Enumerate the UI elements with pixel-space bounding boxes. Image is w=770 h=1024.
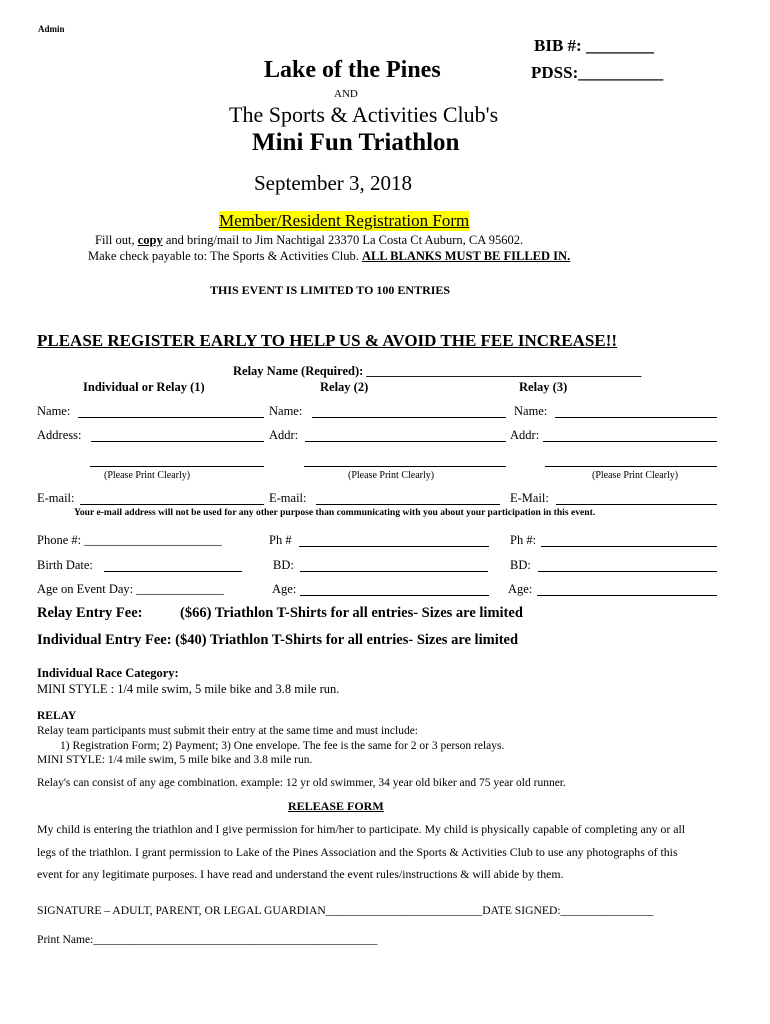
- print-note-3: (Please Print Clearly): [592, 470, 679, 481]
- phone-label-2: Ph #: [269, 533, 292, 547]
- birthdate-label-3: BD:: [510, 558, 531, 572]
- event-date: September 3, 2018: [254, 171, 413, 195]
- address-input-3[interactable]: [543, 441, 717, 442]
- age-label-2: Age:: [272, 582, 297, 596]
- bib-field[interactable]: BIB #: ________: [534, 36, 654, 55]
- email-privacy-note: Your e-mail address will not be used for any other purpose than communicating with you about your participation in this event.: [74, 507, 596, 518]
- instr-mail: and bring/mail to Jim Nachtigal 23370 La Costa Ct Auburn, CA 95602.: [162, 233, 524, 247]
- name-label-2: Name:: [269, 404, 303, 418]
- register-early-banner: PLEASE REGISTER EARLY TO HELP US & AVOID THE FEE INCREASE!!: [37, 331, 618, 350]
- address-label-1: Address:: [37, 428, 82, 442]
- address-input-2[interactable]: [305, 441, 506, 442]
- form-title: Member/Resident Registration Form: [219, 211, 470, 230]
- relay-rule-1: Relay team participants must submit their entry at the same time and must include:: [37, 725, 419, 737]
- release-paragraph-3: event for any legitimate purposes. I have read and understand the event rules/instructions & will abide by them.: [37, 867, 564, 881]
- mini-style-indiv: MINI STYLE : 1/4 mile swim, 5 mile bike and 3.8 mile run.: [37, 682, 340, 696]
- birthdate-label-1: Birth Date:: [37, 558, 93, 572]
- and-label: AND: [334, 88, 358, 100]
- relay-name-field[interactable]: Relay Name (Required): ____________________________________________: [233, 364, 642, 378]
- instr-fill: Fill out,: [95, 233, 138, 247]
- instr-blanks: ALL BLANKS MUST BE FILLED IN.: [362, 249, 571, 263]
- address-line2-input-2[interactable]: [304, 466, 506, 467]
- print-note-2: (Please Print Clearly): [348, 470, 435, 481]
- relay-fee-label: Relay Entry Fee:: [37, 605, 143, 621]
- title-lake: Lake of the Pines: [264, 57, 441, 83]
- birthdate-input-1[interactable]: [104, 571, 242, 572]
- col-header-1: Individual or Relay (1): [83, 380, 205, 394]
- category-heading: Individual Race Category:: [37, 666, 179, 680]
- email-label-1: E-mail:: [37, 491, 75, 505]
- phone-input-3[interactable]: [541, 546, 717, 547]
- release-paragraph-1: My child is entering the triathlon and I give permission for him/her to participate. My child is physically capable of completing any or all: [37, 822, 686, 836]
- release-heading: RELEASE FORM: [288, 799, 384, 813]
- birthdate-input-2[interactable]: [300, 571, 488, 572]
- phone-field-1[interactable]: Phone #: ______________________: [37, 533, 222, 547]
- instr-copy: copy: [137, 233, 163, 247]
- instructions-line1: [95, 233, 523, 248]
- col-header-2: Relay (2): [320, 380, 369, 394]
- print-name-field[interactable]: Print Name:_________________________________________________: [37, 933, 378, 946]
- relay-rule-2: 1) Registration Form; 2) Payment; 3) One envelope. The fee is the same for 2 or 3 person relays.: [60, 740, 505, 752]
- birthdate-label-2: BD:: [273, 558, 294, 572]
- age-input-2[interactable]: [300, 595, 489, 596]
- name-label-3: Name:: [514, 404, 548, 418]
- relay-fee-text: ($66) Triathlon T-Shirts for all entries- Sizes are limited: [180, 605, 523, 621]
- release-paragraph-2: legs of the triathlon. I grant permission to Lake of the Pines Association and the Sports & Activities Club to use any photographs of this: [37, 845, 678, 859]
- age-input-3[interactable]: [537, 595, 717, 596]
- print-note-1: (Please Print Clearly): [104, 470, 191, 481]
- address-label-3: Addr:: [510, 428, 540, 442]
- name-input-1[interactable]: [78, 417, 264, 418]
- email-label-2: E-mail:: [269, 491, 307, 505]
- address-label-2: Addr:: [269, 428, 299, 442]
- address-line2-input-3[interactable]: [545, 466, 717, 467]
- email-label-3: E-Mail:: [510, 491, 549, 505]
- individual-fee-text: Individual Entry Fee: ($40) Triathlon T-Shirts for all entries- Sizes are limited: [37, 632, 519, 648]
- email-input-1[interactable]: [80, 504, 264, 505]
- relay-heading: RELAY: [37, 710, 77, 722]
- name-input-3[interactable]: [555, 417, 717, 418]
- club-title: The Sports & Activities Club's: [229, 102, 499, 127]
- event-title: Mini Fun Triathlon: [252, 129, 460, 156]
- email-input-3[interactable]: [556, 504, 717, 505]
- admin-label: Admin: [38, 24, 65, 34]
- age-field-1[interactable]: Age on Event Day: ______________: [37, 582, 224, 596]
- limit-note: THIS EVENT IS LIMITED TO 100 ENTRIES: [210, 283, 451, 297]
- phone-input-2[interactable]: [299, 546, 489, 547]
- address-input-1[interactable]: [91, 441, 264, 442]
- name-label-1: Name:: [37, 404, 71, 418]
- birthdate-input-3[interactable]: [538, 571, 717, 572]
- phone-label-3: Ph #:: [510, 533, 537, 547]
- relay-rule-3: MINI STYLE: 1/4 mile swim, 5 mile bike and 3.8 mile run.: [37, 754, 313, 766]
- instr-payable: Make check payable to: The Sports & Activities Club.: [88, 249, 363, 263]
- name-input-2[interactable]: [312, 417, 506, 418]
- instructions-line2: [88, 249, 570, 264]
- pdss-field[interactable]: PDSS:__________: [531, 63, 664, 82]
- relay-age-note: Relay's can consist of any age combination. example: 12 yr old swimmer, 34 year old biker and 75 year old runner.: [37, 777, 566, 789]
- address-line2-input-1[interactable]: [90, 466, 264, 467]
- signature-field[interactable]: SIGNATURE – ADULT, PARENT, OR LEGAL GUARDIAN___________________________DATE SIGNED:________________: [37, 904, 654, 917]
- age-label-3: Age:: [508, 582, 533, 596]
- col-header-3: Relay (3): [519, 380, 568, 394]
- email-input-2[interactable]: [316, 504, 500, 505]
